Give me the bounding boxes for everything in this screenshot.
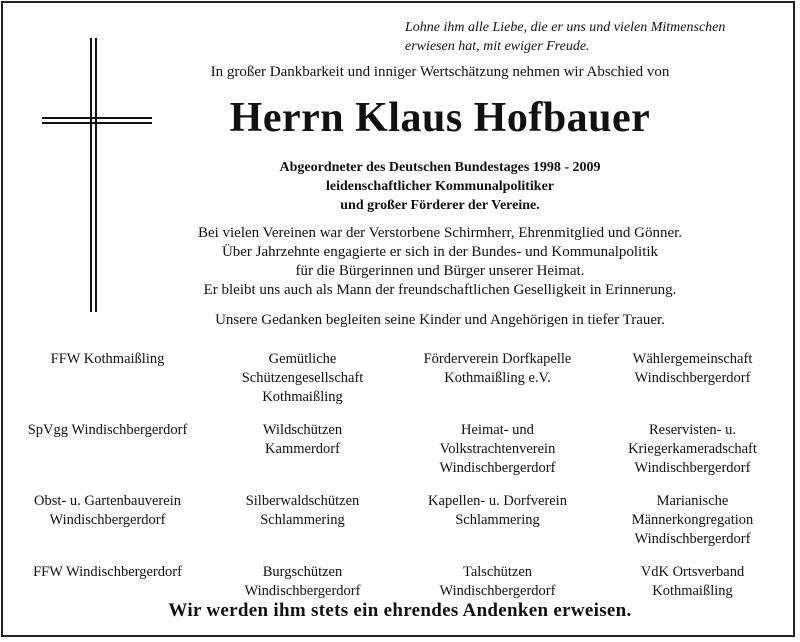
association-item: Wählergemeinschaft Windischbergerdorf (632, 351, 753, 386)
mourning-text: Unsere Gedanken begleiten seine Kinder und Angehörigen in tiefer Trauer. (215, 312, 665, 328)
association-item: VdK Ortsverband Kothmaißling (640, 564, 745, 599)
intro-text: In großer Dankbarkeit und inniger Wertschätzung nehmen wir Abschied von (210, 64, 670, 80)
association-item: Obst- u. Gartenbauverein Windischbergerdorf (34, 493, 181, 528)
association-item: Burgschützen Windischbergerdorf (244, 564, 361, 599)
association-item: Reservisten- u. Kriegerkameradschaft Windischbergerdorf (628, 422, 757, 476)
association-item: FFW Kothmaißling (50, 351, 165, 367)
association-item: FFW Windischbergerdorf (33, 564, 182, 580)
roles-text: Abgeordneter des Deutschen Bundestages 1998 - 2009 leidenschaftlicher Kommunalpolitiker und großer Förderer der Vereine. (279, 160, 601, 213)
memorial-quote: Lohne ihm alle Liebe, die er uns und vielen Mitmenschen erwiesen hat, mit ewiger Freude. (405, 20, 726, 54)
closing-line: Wir werden ihm stets ein ehrendes Andenken erweisen. (168, 600, 632, 621)
association-item: Wildschützen Kammerdorf (262, 422, 343, 457)
association-item: SpVgg Windischbergerdorf (27, 422, 188, 438)
association-item: Silberwaldschützen Schlammering (245, 493, 360, 528)
association-item: Marianische Männerkongregation Windischbergerdorf (631, 493, 754, 547)
associations-grid (10, 350, 790, 601)
association-item: Gemütliche Schützengesellschaft Kothmaißling (241, 351, 364, 405)
association-item: Talschützen Windischbergerdorf (439, 564, 556, 599)
deceased-name: Herrn Klaus Hofbauer (229, 95, 651, 141)
body-text: Bei vielen Vereinen war der Verstorbene Schirmherr, Ehrenmitglied und Gönner. Über Jahrzehnte engagierte er sich in der Bundes- und Kommunalpolitik für die Bürgerinnen und Bürger unserer Heimat. Er bleibt uns auch als Mann der freundschaftlichen Geselligkeit in Erinnerung. (197, 225, 683, 298)
association-item: Kapellen- u. Dorfverein Schlammering (428, 493, 567, 528)
association-item: Förderverein Dorfkapelle Kothmaißling e.V. (423, 351, 572, 386)
association-item: Heimat- und Volkstrachtenverein Windischbergerdorf (439, 422, 556, 476)
